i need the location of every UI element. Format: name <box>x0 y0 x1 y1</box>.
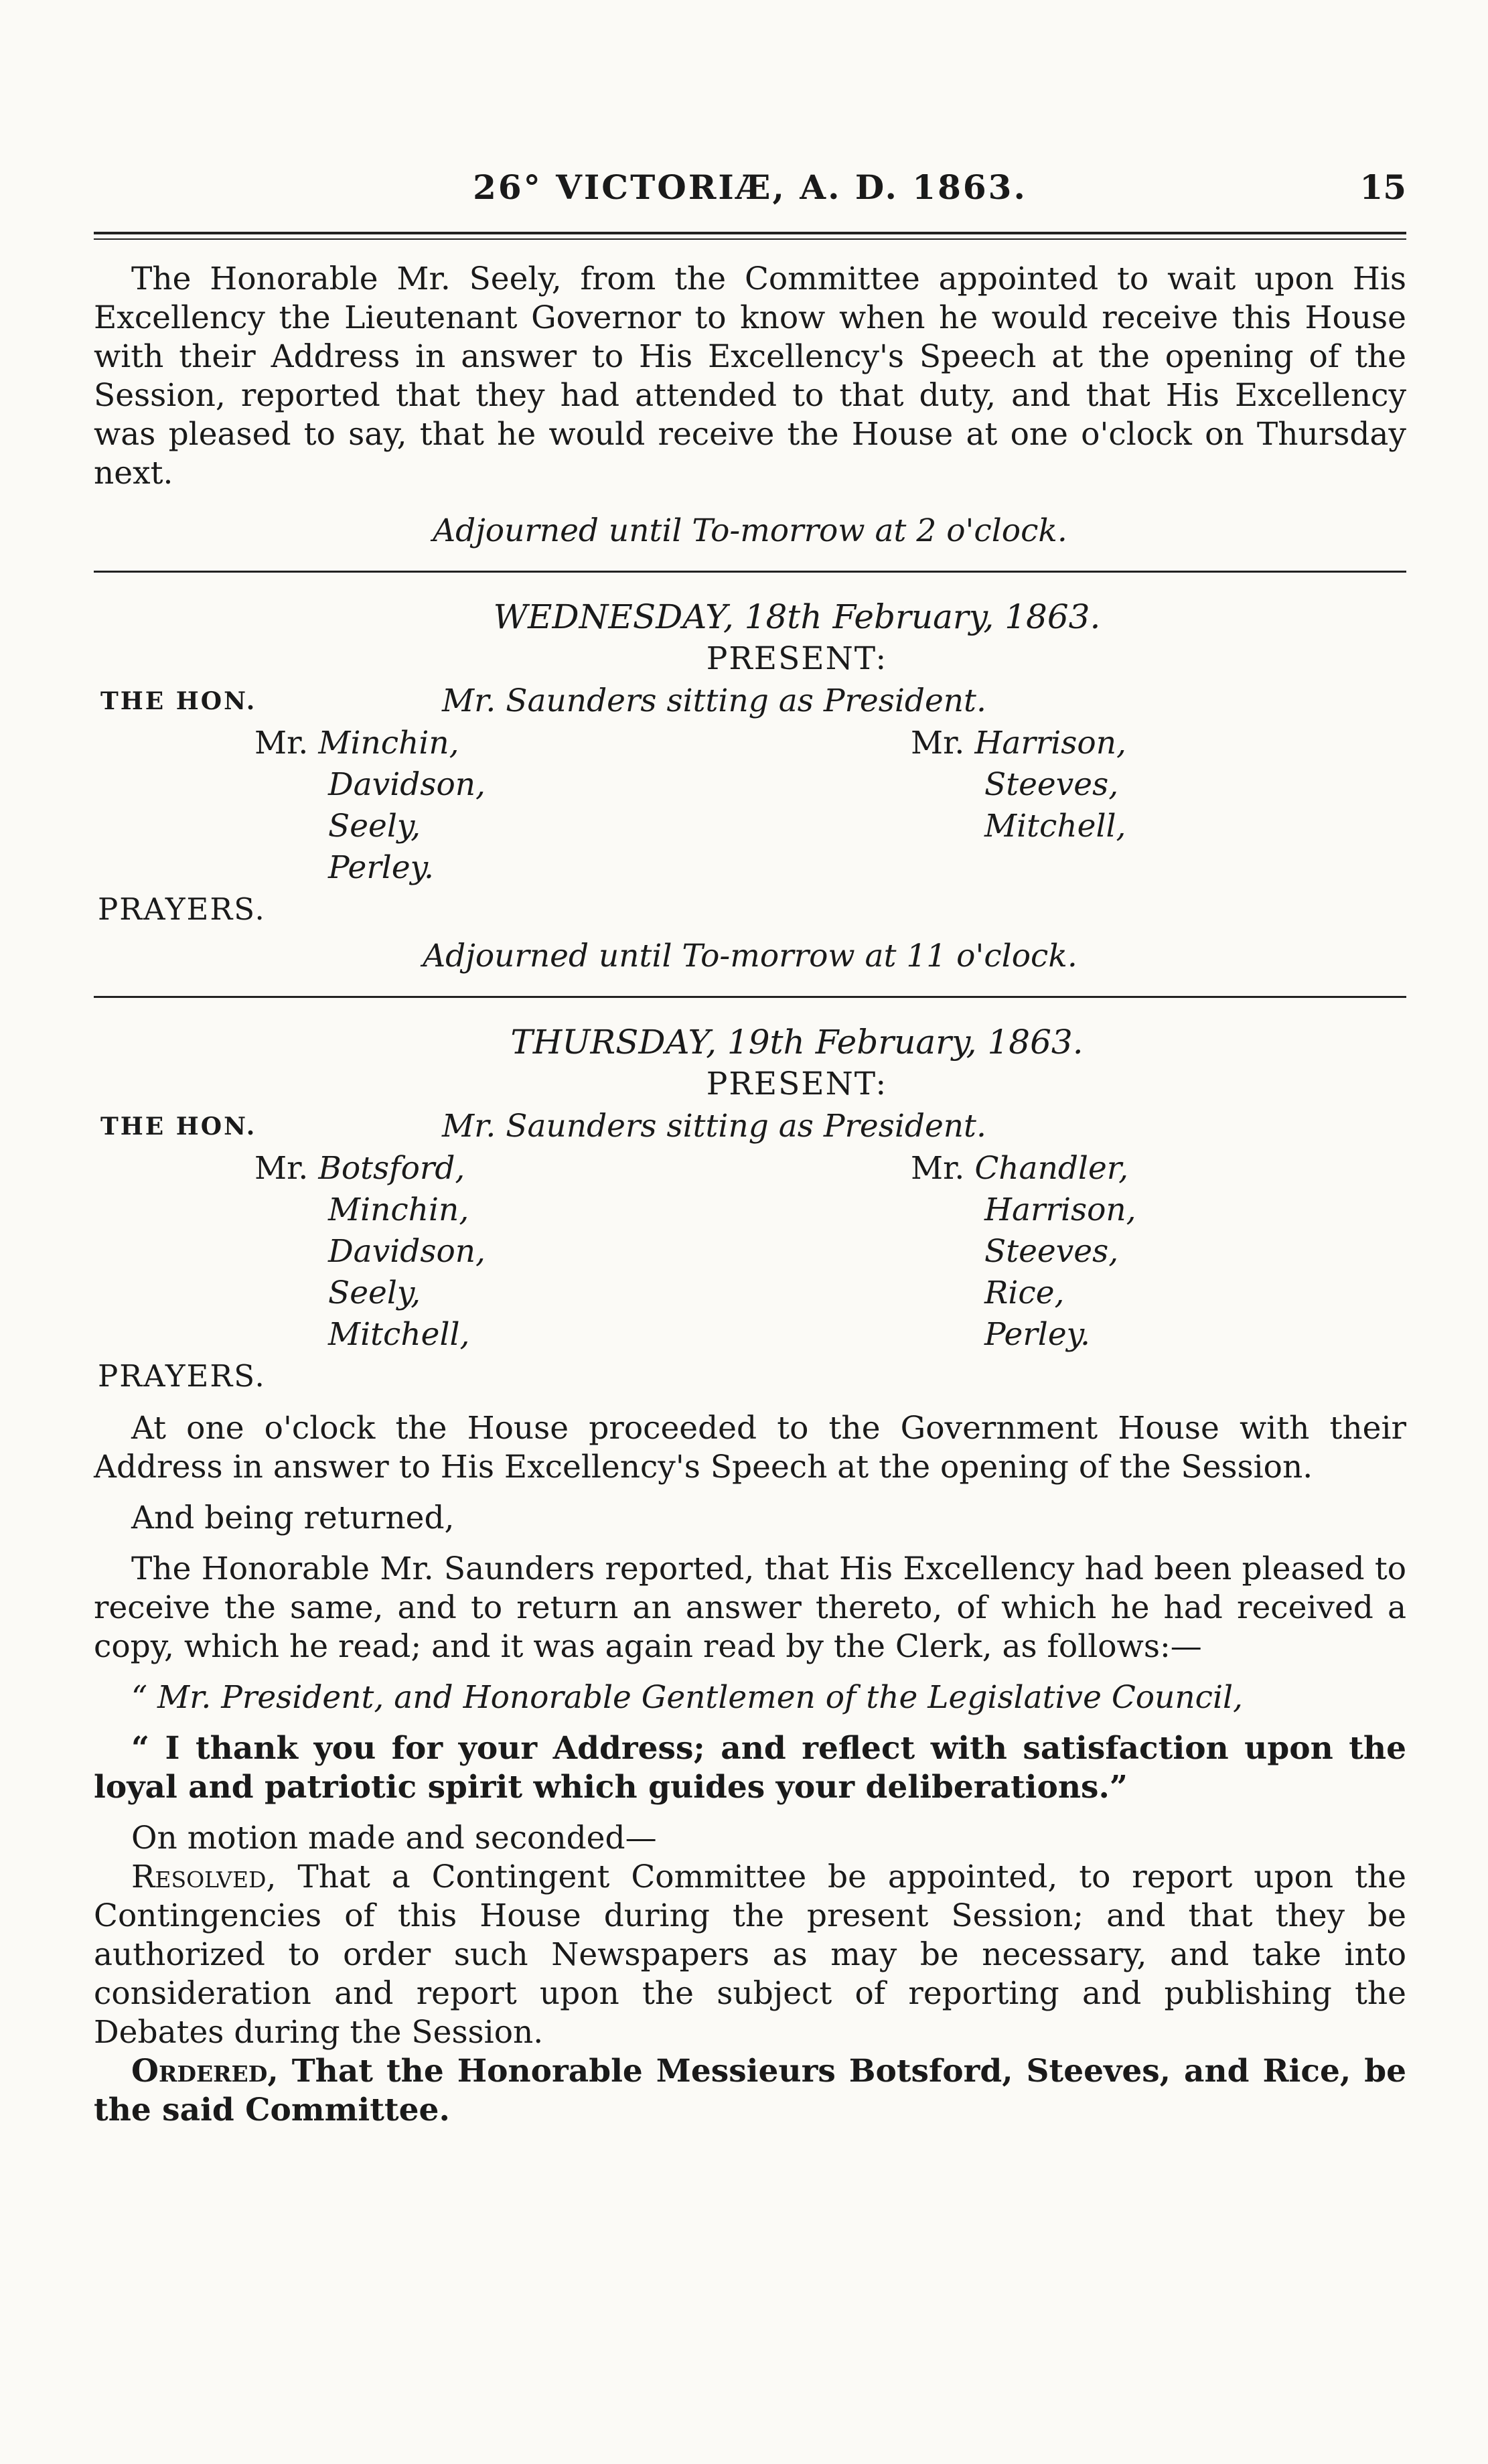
adjournment-1: Adjourned until To-morrow at 2 o'clock. <box>433 512 1067 549</box>
member-name: Davidson, <box>328 1233 486 1270</box>
wednesday-president-line: Mr. Saunders sitting as President. <box>442 682 986 719</box>
wednesday-heading: WEDNESDAY, 18th February, 1863. <box>493 597 1101 636</box>
member-name: Chandler, <box>974 1150 1129 1187</box>
member-name: Steeves, <box>984 766 1119 803</box>
member-name: Perley. <box>984 1316 1090 1353</box>
member-name: Rice, <box>984 1275 1065 1311</box>
thursday-prayers: PRAYERS. <box>98 1358 266 1394</box>
member-name: Steeves, <box>984 1233 1119 1270</box>
member-name: Perley. <box>328 849 434 886</box>
ordered-text: That the Honorable Messieurs Botsford, Steeves, and Rice, be the said Committee. <box>94 2053 1407 2128</box>
mr-label: Mr. <box>911 1150 965 1187</box>
thursday-left-column <box>254 1148 486 1356</box>
thursday-the-hon: THE HON. <box>100 1112 257 1141</box>
mr-label: Mr. <box>254 725 309 762</box>
wednesday-the-hon: THE HON. <box>100 687 257 715</box>
thursday-heading: THURSDAY, 19th February, 1863. <box>510 1023 1084 1062</box>
header-double-rule <box>94 232 1406 240</box>
wednesday-left-column <box>254 723 486 889</box>
ordered-label: Ordered, <box>131 2053 279 2090</box>
paragraph-report: The Honorable Mr. Saunders reported, that His Excellency had been pleased to receive the same, and to return an answer thereto, of which he had received a copy, which he read; and it was again read by the Clerk, as follows:— <box>94 1550 1406 1665</box>
address-salutation: “ Mr. President, and Honorable Gentlemen of the Legislative Council, <box>131 1679 1243 1716</box>
member-name: Harrison, <box>974 725 1126 762</box>
page-number: 15 <box>1359 167 1406 207</box>
member-name: Seely, <box>328 1275 421 1311</box>
thursday-present: PRESENT: <box>706 1066 888 1102</box>
member-name: Seely, <box>328 808 421 845</box>
thursday-right-column <box>911 1148 1136 1356</box>
thursday-members <box>94 1148 1406 1356</box>
thursday-hon-row <box>94 1105 1406 1148</box>
member-name: Botsford, <box>318 1150 465 1187</box>
member-name: Minchin, <box>318 725 459 762</box>
wednesday-prayers: PRAYERS. <box>98 891 266 927</box>
page-header <box>94 167 1406 221</box>
document-page <box>94 167 1406 2130</box>
member-name: Minchin, <box>328 1191 469 1228</box>
resolved-label: Resolved, <box>131 1859 277 1895</box>
paragraph-returned: And being returned, <box>131 1500 455 1536</box>
wednesday-hon-row <box>94 680 1406 723</box>
mr-label: Mr. <box>911 725 965 762</box>
motion-line: On motion made and seconded— <box>131 1820 657 1857</box>
ordered-paragraph <box>94 2052 1406 2130</box>
wednesday-right-column <box>911 723 1126 847</box>
governor-reply: “ I thank you for your Address; and reflect with satisfaction upon the loyal and patriotic spirit which guides your deliberations.” <box>94 1730 1406 1806</box>
member-name: Mitchell, <box>984 808 1126 845</box>
section-divider-1 <box>94 571 1406 573</box>
member-name: Davidson, <box>328 766 486 803</box>
thursday-president-line: Mr. Saunders sitting as President. <box>442 1108 986 1145</box>
member-name: Mitchell, <box>328 1316 470 1353</box>
opening-paragraph: The Honorable Mr. Seely, from the Committee appointed to wait upon His Excellency the Lieutenant Governor to know when he would receive this House with their Address in answer to His Excellency's Speech at the opening of the Session, reported that they had attended to that duty, and that His Excellency was pleased to say, that he would receive the House at one o'clock on Thursday next. <box>94 261 1406 492</box>
wednesday-adjournment: Adjourned until To-morrow at 11 o'clock. <box>423 938 1077 974</box>
resolved-text: That a Contingent Committee be appointed, to report upon the Contingencies of this House during the present Session; and that they be authorized to order such Newspapers as may be necessary, and take into consideration and report upon the subject of reporting and publishing the Debates during the Session. <box>94 1859 1406 2051</box>
running-title: 26° VICTORIÆ, A. D. 1863. <box>473 167 1027 207</box>
wednesday-present: PRESENT: <box>706 640 888 677</box>
wednesday-members <box>94 723 1406 889</box>
mr-label: Mr. <box>254 1150 309 1187</box>
member-name: Harrison, <box>984 1191 1136 1228</box>
resolved-paragraph <box>94 1858 1406 2052</box>
paragraph-procession: At one o'clock the House proceeded to the Government House with their Address in answer to His Excellency's Speech at the opening of the Session. <box>94 1410 1406 1485</box>
section-divider-2 <box>94 996 1406 998</box>
